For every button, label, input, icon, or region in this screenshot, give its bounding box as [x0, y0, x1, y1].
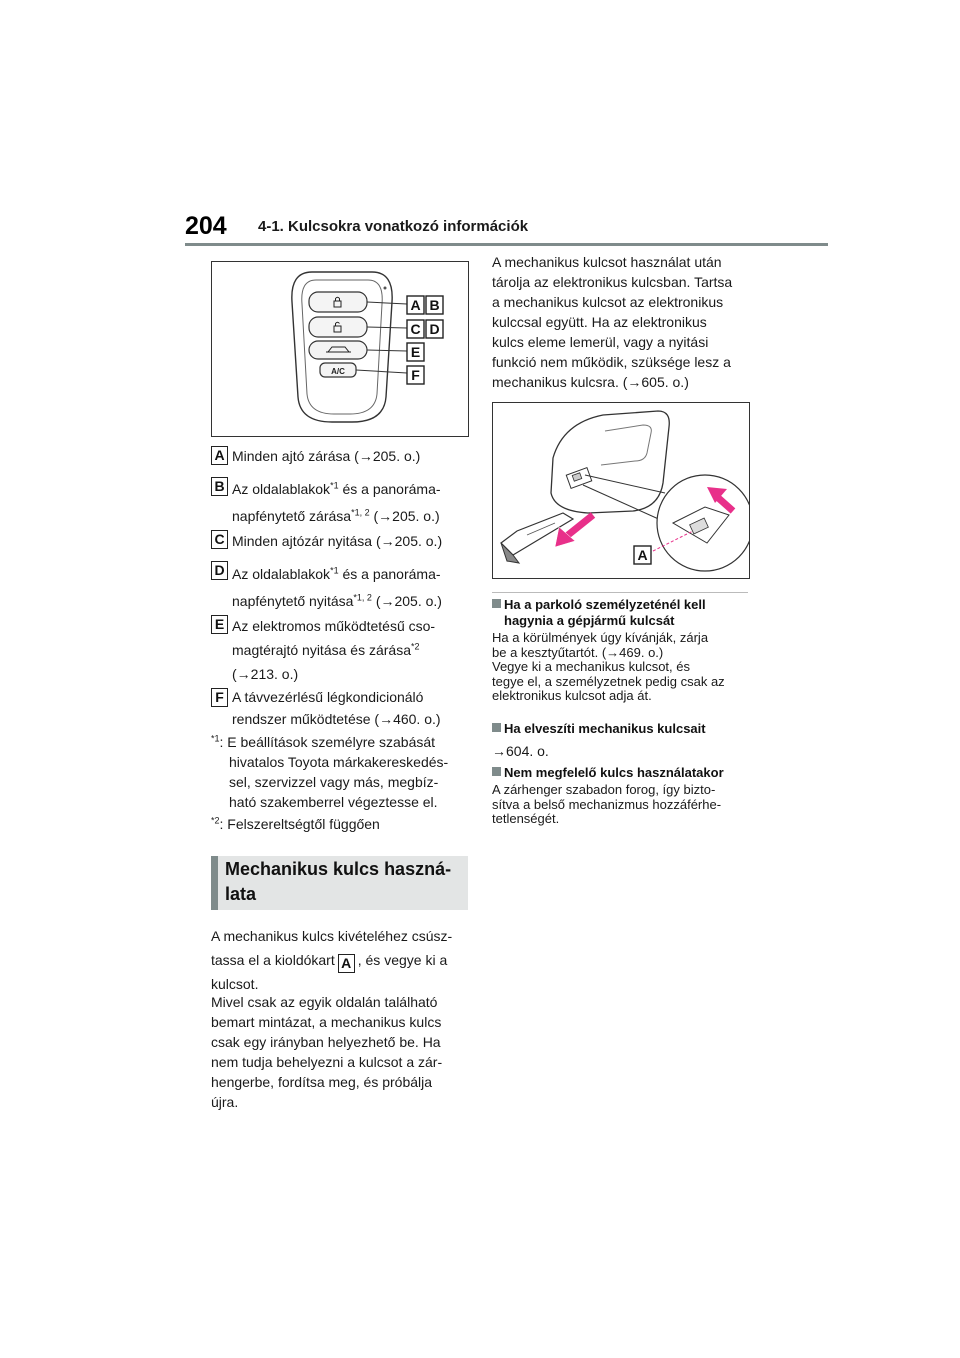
note-valet-body — [492, 631, 754, 704]
item-a-text — [232, 444, 420, 468]
item-e-line1: Az elektromos működtetésű cso- — [232, 618, 436, 634]
item-c-line: Minden ajtózár nyitása (→205. o.) — [232, 533, 443, 549]
square-bullet-icon — [492, 767, 501, 776]
header-rule — [185, 243, 828, 246]
note-valet-title-line2: hagynia a gépjármű kulcsát — [504, 613, 675, 628]
note-lost-key-title-line: Ha elveszíti mechanikus kulcsait — [504, 721, 706, 736]
item-e-line3: (→213. o.) — [232, 666, 299, 682]
square-bullet-icon — [492, 723, 501, 732]
note-valet-body-line3: Vegye ki a mechanikus kulcsot, és — [492, 659, 690, 674]
square-bullet-icon — [492, 599, 501, 608]
storage-line6: funkció nem működik, szüksége lesz a — [492, 354, 731, 370]
item-a-line: Minden ajtó zárása (→205. o.) — [232, 448, 421, 464]
callout-a: A — [410, 297, 421, 313]
note-valet-body-line4: tegye el, a személyzetnek pedig csak az — [492, 673, 725, 689]
item-letter-b: B — [211, 477, 228, 496]
item-letter-f: F — [211, 688, 228, 707]
section-title: 4-1. Kulcsokra vonatkozó információk — [258, 218, 529, 235]
item-b-line2: napfénytető zárása — [232, 508, 352, 524]
item-e-text — [232, 614, 435, 686]
item-e-sup2: *2 — [410, 641, 420, 652]
item-e-line2: magtérajtó nyitása és zárása — [232, 642, 411, 658]
item-letter-c: C — [211, 530, 228, 549]
item-f-line1: A távvezérlésű légkondicionáló — [232, 689, 424, 705]
item-d-text — [232, 561, 442, 615]
storage-line4: kulccsal együtt. Ha az elektronikus — [492, 314, 707, 330]
footnote-1 — [211, 732, 448, 812]
section-heading-line2: lata — [225, 884, 257, 904]
figure-divider — [492, 592, 748, 593]
item-d-line2: napfénytető nyitása — [232, 593, 354, 609]
instruction-line1: A mechanikus kulcs kivételéhez csúsz- — [211, 928, 453, 944]
note-valet-body-line1: Ha a körülmények úgy kívánják, zárja — [492, 630, 709, 645]
note-valet-body-line2: be a kesztyűtartót. (→469. o.) — [492, 644, 664, 660]
note-line2: bemart mintázat, a mechanikus kulcs — [211, 1014, 442, 1030]
footnote-2 — [211, 814, 380, 834]
item-d-line1-end: és a panoráma- — [338, 566, 441, 582]
note-wrong-key-title — [492, 765, 754, 781]
note-wrong-key-title-line: Nem megfelelő kulcs használatakor — [504, 765, 724, 780]
note-line1: Mivel csak az egyik oldalán található — [211, 994, 438, 1010]
mech-key-note — [211, 992, 469, 1112]
callout-a-mech: A — [637, 547, 648, 563]
callout-d: D — [429, 321, 440, 337]
note-line6: újra. — [211, 1094, 239, 1110]
note-wrong-key-body-line1: A zárhenger szabadon forog, így bizto- — [492, 782, 716, 797]
key-fob-figure — [211, 261, 469, 437]
item-b-sup2: *1, 2 — [351, 507, 370, 518]
item-b-sup1: *1 — [330, 480, 339, 491]
unlock-button — [309, 317, 367, 337]
storage-line5: kulcs eleme lemerül, vagy a nyitási — [492, 334, 709, 350]
note-lost-key-title — [492, 721, 754, 737]
note-line4: nem tudja behelyezni a kulcsot a zár- — [211, 1054, 443, 1070]
note-wrong-key — [492, 765, 754, 827]
note-wrong-key-body-line3: tetlenségét. — [492, 811, 560, 826]
footnote-1-line2: hivatalos Toyota márkakereskedés- — [229, 754, 449, 770]
callout-b: B — [429, 297, 440, 313]
mech-key-instruction — [211, 925, 469, 996]
item-b-line1: Az oldalablakok — [232, 481, 331, 497]
item-f-text — [232, 686, 441, 730]
item-b-line2-end: (→205. o.) — [369, 508, 440, 524]
mechanical-key-illustration — [493, 403, 749, 578]
note-line3: csak egy irányban helyezhető be. Ha — [211, 1034, 441, 1050]
item-c-text — [232, 529, 442, 553]
item-d-sup1: *1 — [330, 565, 339, 576]
note-wrong-key-body — [492, 783, 754, 827]
lock-button — [309, 292, 367, 312]
instruction-line2a: tassa el a kioldókart — [211, 952, 335, 968]
note-valet-title-line1: Ha a parkoló személyzeténél kell — [504, 597, 706, 612]
item-letter-e: E — [211, 615, 228, 634]
item-letter-d: D — [211, 561, 228, 580]
tailgate-button — [309, 341, 367, 359]
callout-c: C — [410, 321, 421, 337]
ac-button-label: A/C — [331, 367, 345, 376]
callout-f: F — [411, 367, 420, 383]
storage-line1: A mechanikus kulcsot használat után — [492, 254, 722, 270]
callout-e: E — [410, 344, 421, 360]
storage-line7: mechanikus kulcsra. (→605. o.) — [492, 374, 689, 390]
section-heading-line1: Mechanikus kulcs haszná- — [225, 859, 452, 879]
note-valet-title — [492, 597, 754, 629]
note-wrong-key-body-line2: sítva a belső mechanizmus hozzáférhe- — [492, 796, 722, 812]
item-d-line2-end: (→205. o.) — [371, 593, 442, 609]
footnote-1-line3: sel, szervizzel vagy más, megbíz- — [229, 774, 439, 790]
note-line5: hengerbe, fordítsa meg, és próbálja — [211, 1074, 433, 1090]
instruction-line3: kulcsot. — [211, 976, 259, 992]
footnote-1-line4: ható szakemberrel végeztesse el. — [229, 794, 438, 810]
footnote-2-mark: *2 — [211, 815, 220, 826]
footnote-1-mark: *1 — [211, 733, 220, 744]
inline-letter-a: A — [338, 954, 355, 973]
item-d-line1: Az oldalablakok — [232, 566, 331, 582]
note-valet-body-line5: elektronikus kulcsot adja át. — [492, 688, 652, 703]
storage-line2: tárolja az elektronikus kulcsban. Tartsa — [492, 274, 733, 290]
note-lost-key — [492, 721, 754, 759]
item-f-line2: rendszer működtetése (→460. o.) — [232, 711, 441, 727]
note-lost-key-body: →604. o. — [492, 743, 549, 759]
footnote-2-line1: : Felszereltségtől függően — [219, 816, 380, 832]
page-number: 204 — [185, 212, 227, 240]
item-b-text — [232, 476, 441, 530]
key-fob-illustration — [212, 262, 468, 436]
note-valet — [492, 597, 754, 704]
section-heading — [225, 857, 465, 907]
storage-line3: a mechanikus kulcsot az elektronikus — [492, 294, 724, 310]
item-b-line1-end: és a panoráma- — [338, 481, 441, 497]
instruction-line2b: , és vegye ki a — [357, 952, 448, 968]
mechanical-key-figure — [492, 402, 750, 579]
item-d-sup2: *1, 2 — [353, 592, 372, 603]
footnote-1-line1: : E beállítások személyre szabását — [219, 734, 436, 750]
mech-key-storage-text — [492, 252, 754, 392]
item-letter-a: A — [211, 446, 228, 465]
